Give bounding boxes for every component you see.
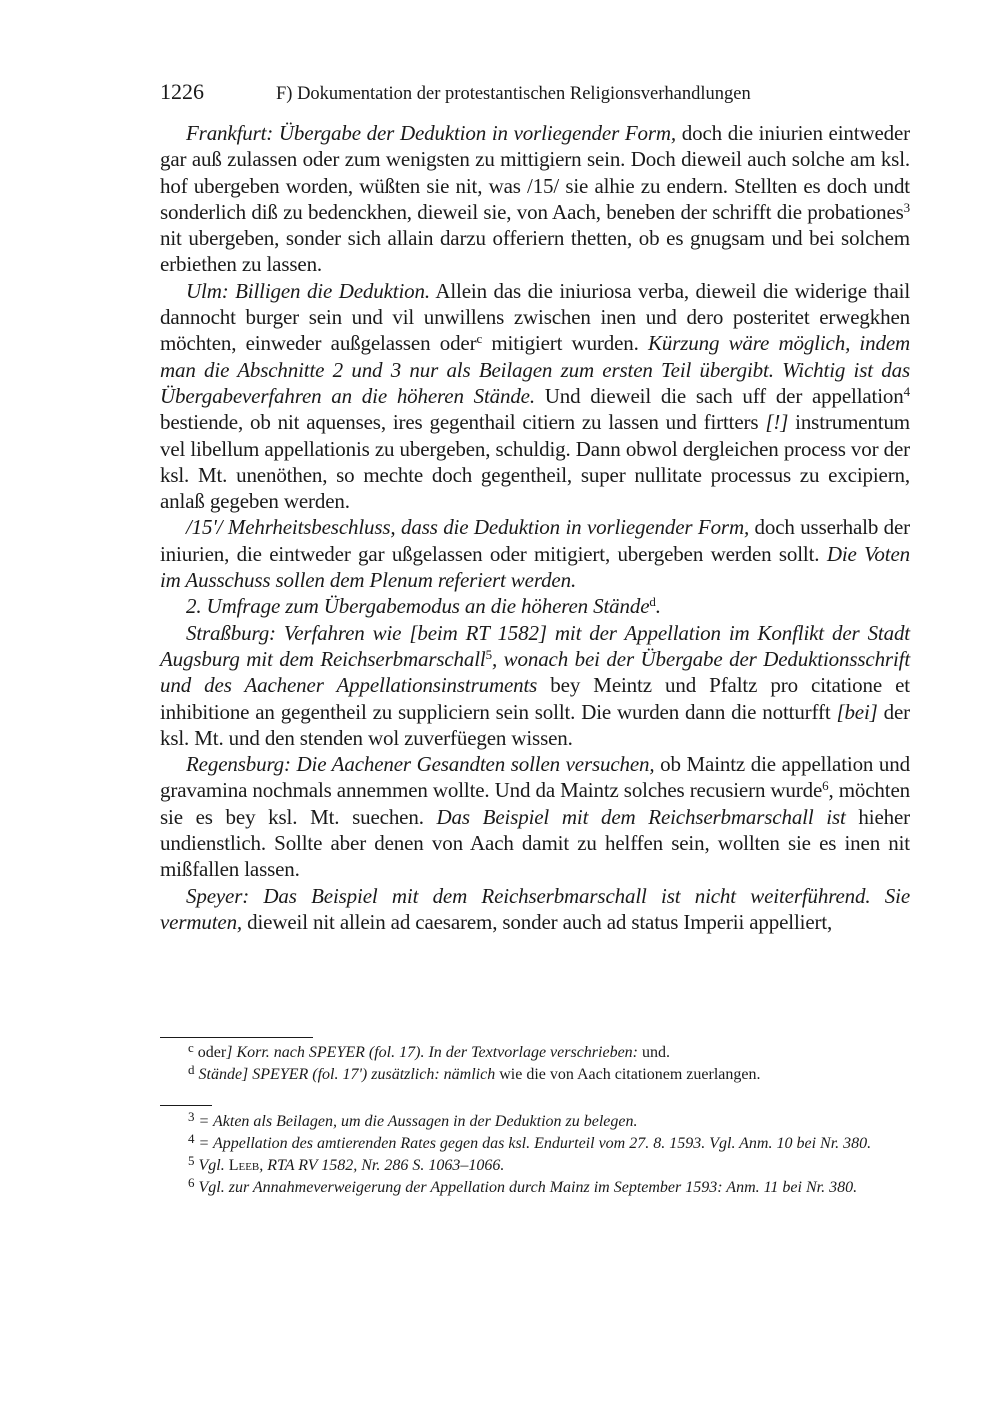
- footnote-ref: 6: [822, 778, 829, 794]
- footnote-3: [160, 1109, 910, 1132]
- textual-notes-rule: [160, 1037, 313, 1038]
- textual-note-d: [160, 1062, 910, 1085]
- footnote-4: [160, 1131, 910, 1154]
- note-text: = Appellation des amtierenden Rates gegen das ksl. Endurteil vom 27. 8. 1593. Vgl. Anm. 10 bei Nr. 380.: [198, 1135, 872, 1152]
- paragraph-frankfurt: [160, 120, 910, 278]
- editor-summary: , wonach bei der Übergabe der Deduktionsschrift und des Aachener Appellationsinstruments: [160, 646, 910, 698]
- textual-note-ref: d: [649, 594, 656, 610]
- speaker-summary: Speyer: Das Beispiel mit dem Reichserbmarschall ist nicht weiterführend. Sie vermuten,: [160, 883, 910, 934]
- speaker-summary: Regensburg: Die Aachener Gesandten sollen versuchen,: [186, 752, 655, 777]
- paragraph-ulm: [160, 278, 910, 515]
- text: instrumentum vel libellum appellationis zu ubergeben, schuldig. Dann obwol dergleichen process vor der ksl. Mt. unenöthen, so mechte doch gegentheil, super nullitate processus zu excipiern, anlaß gegeben werden.: [160, 410, 910, 514]
- paragraph-strassburg: [160, 620, 910, 751]
- speaker-summary: Straßburg: Verfahren wie [beim RT 1582] mit der Appellation im Konflikt der Stadt Augsburg mit dem Reichserbmarschall: [160, 620, 910, 671]
- text: dieweil nit allein ad caesarem, sonder auch ad status Imperii appelliert,: [242, 909, 833, 934]
- editor-summary: Das Beispiel mit dem Reichserbmarschall ist: [436, 804, 846, 829]
- text: hieher undienstlich. Sollte aber denen von Aach damit zu helffen sein, wollten sie es inen nit mißfallen lassen.: [160, 804, 910, 882]
- running-title: F) Dokumentation der protestantischen Religionsverhandlungen: [276, 84, 751, 104]
- textual-note-c: [160, 1040, 910, 1063]
- footnote-6: [160, 1175, 910, 1198]
- text: mitigiert wurden.: [482, 331, 649, 356]
- text: Allein das die iniuriosa verba, dieweil die widerige thail dannocht burger sein und vil unwillens zwischen inen und dero posteritet erwegkhen möchten, einweder außgelassen oder: [160, 278, 911, 356]
- textual-note-ref: c: [476, 331, 483, 347]
- note-text: und.: [638, 1044, 671, 1061]
- text: nit ubergeben, sonder sich allain darzu offeriern thetten, ob es gnugsam und bei solchem erbiethen zu lassen.: [160, 226, 910, 277]
- paragraph-second-round: [160, 593, 910, 619]
- footnote-ref: 3: [903, 199, 910, 215]
- editor-mark: [bei]: [836, 699, 878, 724]
- paragraph-regensburg: [160, 751, 910, 882]
- speaker-summary: Ulm: Billigen die Deduktion.: [186, 278, 430, 303]
- note-mark: 6: [188, 1175, 195, 1190]
- author-name: Leeb: [224, 1157, 260, 1174]
- main-text: [160, 120, 910, 935]
- note-text: , RTA RV 1582, Nr. 286 S. 1063–1066.: [259, 1157, 505, 1174]
- note-text: Vgl. zur Annahmeverweigerung der Appellation durch Mainz im September 1593: Anm. 11 bei Nr. 380.: [198, 1179, 858, 1196]
- paragraph-resolution: [160, 514, 910, 593]
- text: , möchten sie es bey ksl. Mt. suechen.: [160, 778, 910, 829]
- note-text: wie die von Aach citationem zuerlangen.: [495, 1066, 761, 1083]
- section-heading: 2. Umfrage zum Übergabemodus an die höheren Stände: [186, 594, 650, 619]
- text: doch die iniurien eintweder gar auß zulassen oder zum wenigsten zu mittigiern sein. Doch dieweil auch solche am ksl. hof ubergeben worden, wüßten sie nit, was /15/ sie alhie zu endern. Stellten es doch undt sonderlich diß zu bedenckhen, dieweil sie, von Aach, beneben der schrifft die probationes: [160, 121, 910, 224]
- text: ob Maintz die appellation und gravamina nochmals annemmen wollte. Und da Maintz solches recusiern wurde: [160, 752, 910, 803]
- text: Und dieweil die sach uff der appellation: [534, 383, 904, 408]
- editor-mark: [!]: [765, 410, 789, 435]
- note-text: Stände] SPEYER (fol. 17') zusätzlich: nämlich: [198, 1066, 496, 1083]
- footnote-ref: 5: [485, 646, 492, 662]
- text: der ksl. Mt. und den stenden wol zuverfüegen wissen.: [160, 699, 910, 750]
- editor-summary: Kürzung wäre möglich, indem man die Abschnitte 2 und 3 nur als Beilagen zum ersten Teil übergibt. Wichtig ist das Übergabeverfahren an die höheren Stände.: [160, 331, 911, 408]
- text: bey Meintz und Pfaltz pro citatione et inhibitione an gegentheil zu suppliciern sein sollt. Die wurden dann die notturfft: [160, 673, 910, 724]
- note-mark: d: [188, 1062, 195, 1077]
- page-number: 1226: [160, 79, 204, 104]
- footnotes-rule: [160, 1105, 212, 1106]
- note-mark: 4: [188, 1131, 195, 1146]
- note-mark: c: [188, 1040, 194, 1055]
- note-text: = Akten als Beilagen, um die Aussagen in der Deduktion zu belegen.: [198, 1113, 638, 1130]
- note-mark: 3: [188, 1109, 195, 1124]
- page-header: [160, 78, 912, 108]
- lemma: oder: [197, 1044, 227, 1061]
- editor-summary: /15'/ Mehrheitsbeschluss, dass die Deduktion in vorliegender Form,: [186, 515, 750, 540]
- editor-summary: Die Voten im Ausschuss sollen dem Plenum referiert werden.: [160, 541, 910, 593]
- footnote-5: [160, 1153, 910, 1176]
- footnotes: [160, 1109, 910, 1200]
- speaker-summary: Frankfurt: Übergabe der Deduktion in vorliegender Form,: [186, 121, 677, 145]
- text: bestiende, ob nit aquenses, ires gegenthail citiern zu lassen und firtters: [160, 410, 766, 435]
- note-mark: 5: [188, 1153, 195, 1168]
- paragraph-speyer: [160, 883, 910, 936]
- footnote-ref: 4: [903, 383, 910, 399]
- textual-notes: [160, 1040, 910, 1087]
- note-text: Vgl.: [198, 1157, 225, 1174]
- text: .: [655, 594, 661, 619]
- note-text: ] Korr. nach SPEYER (fol. 17). In der Textvorlage verschrieben:: [226, 1044, 639, 1061]
- text: doch usserhalb der iniurien, die eintweder gar ußgelassen oder mitigiert, ubergeben werden sollt.: [160, 515, 910, 566]
